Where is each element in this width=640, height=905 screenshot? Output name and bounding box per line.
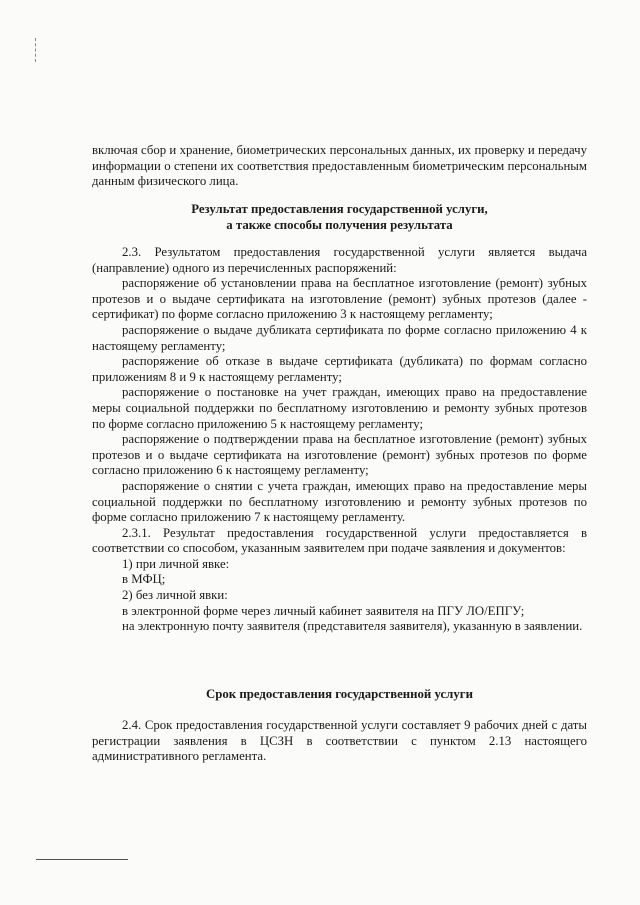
section-heading-term-text: Срок предоставления государственной услуги	[206, 687, 473, 701]
list-item-certificate: распоряжение об установлении права на бесплатное изготовление (ремонт) зубных протезов и о выдаче сертификата на изготовление (ремонт) зубных протезов (далее - сертификат) по форме согласно приложению 3 к настоящему регламенту;	[92, 276, 587, 322]
delivery-in-person: 1) при личной явке:	[122, 556, 230, 571]
result-section-body	[92, 245, 587, 635]
term-section-body	[92, 718, 587, 765]
delivery-email: на электронную почту заявителя (представителя заявителя), указанную в заявлении.	[122, 619, 583, 634]
section-heading-result-line1: Результат предоставления государственной услуги,	[191, 202, 488, 216]
footnote-rule	[36, 859, 128, 860]
delivery-mfc: в МФЦ;	[122, 572, 166, 587]
list-item-confirmation: распоряжение о подтверждении права на бесплатное изготовление (ремонт) зубных протезов и о выдаче сертификата на изготовление (ремонт) зубных протезов по форме согласно приложению 6 к настоящему регламенту;	[92, 432, 587, 478]
list-item-deregistration: распоряжение о снятии с учета граждан, имеющих право на предоставление меры социальной поддержки по бесплатному изготовлению и ремонту зубных протезов по форме согласно приложению 7 к настоящему регламенту.	[92, 478, 587, 525]
intro-paragraph: включая сбор и хранение, биометрических персональных данных, их проверку и передачу информации о степени их соответствия предоставленным биометрическим персональным данным физического лица.	[92, 143, 587, 189]
section-heading-result	[92, 202, 587, 233]
paragraph-2-4: 2.4. Срок предоставления государственной услуги составляет 9 рабочих дней с даты регистрации заявления в ЦСЗН в соответствии с пунктом 2.13 настоящего административного регламента.	[92, 718, 587, 764]
paragraph-2-3: 2.3. Результатом предоставления государственной услуги является выдача (направление) одного из перечисленных распоряжений:	[92, 245, 587, 275]
intro-paragraph-block	[92, 143, 587, 190]
delivery-electronic: в электронной форме через личный кабинет заявителя на ПГУ ЛО/ЕПГУ;	[122, 603, 525, 618]
list-item-duplicate: распоряжение о выдаче дубликата сертификата по форме согласно приложению 4 к настоящему регламенту;	[92, 322, 587, 353]
section-heading-term	[92, 687, 587, 703]
delivery-remote: 2) без личной явки:	[122, 588, 228, 603]
margin-mark	[35, 38, 37, 62]
section-heading-result-line2: а также способы получения результата	[226, 217, 453, 232]
list-item-refusal: распоряжение об отказе в выдаче сертификата (дубликата) по формам согласно приложениям 8 и 9 к настоящему регламенту;	[92, 354, 587, 384]
list-item-registration: распоряжение о постановке на учет граждан, имеющих право на предоставление меры социальной поддержки по бесплатному изготовлению и ремонту зубных протезов по форме согласно приложению 5 к настоящему регламенту;	[92, 385, 587, 431]
paragraph-2-3-1: 2.3.1. Результат предоставления государственной услуги предоставляется в соответствии со способом, указанным заявителем при подаче заявления и документов:	[92, 525, 587, 556]
